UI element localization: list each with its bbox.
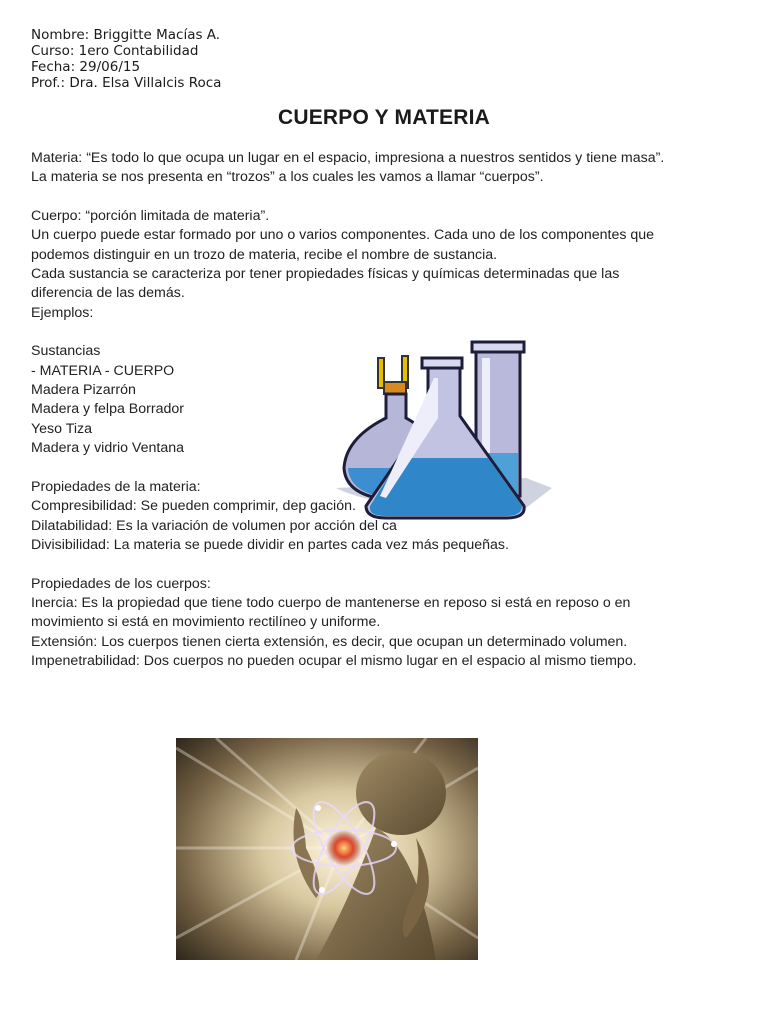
course: Curso: 1ero Contabilidad xyxy=(31,43,199,59)
student-info xyxy=(31,27,221,91)
text-line: Sustancias xyxy=(31,343,101,360)
text-line: Un cuerpo puede estar formado por uno o varios componentes. Cada uno de los componentes que xyxy=(31,227,655,244)
text-line: Divisibilidad: La materia se puede dividir en partes cada vez más pequeñas. xyxy=(31,536,509,553)
blank-line xyxy=(31,555,731,574)
text-line: La materia se nos presenta en “trozos” a los cuales les vamos a llamar “cuerpos”. xyxy=(31,169,544,186)
text-line: Madera y vidrio Ventana xyxy=(31,440,184,457)
atom-photo xyxy=(176,738,478,960)
text-line: Inercia: Es la propiedad que tiene todo cuerpo de mantenerse en reposo si está en reposo o en xyxy=(31,594,631,611)
text-line: Materia: “Es todo lo que ocupa un lugar en el espacio, impresiona a nuestros sentidos y tiene masa”. xyxy=(31,150,665,166)
laboratory-flasks-illustration xyxy=(326,338,558,528)
text-line: Compresibilidad: Se pueden comprimir, dep gación. xyxy=(31,498,356,515)
text-line: Cuerpo: “porción limitada de materia”. xyxy=(31,208,270,225)
student-name: Nombre: Briggitte Macías A. xyxy=(31,27,221,43)
professor: Prof.: Dra. Elsa Villalcis Roca xyxy=(31,75,222,91)
text-line: movimiento si está en movimiento rectilíneo y uniforme. xyxy=(31,614,381,631)
text-line: Madera y felpa Borrador xyxy=(31,401,184,418)
text-line: Ejemplos: xyxy=(31,304,94,321)
text-line: Extensión: Los cuerpos tienen cierta extensión, es decir, que ocupan un determinado volumen. xyxy=(31,633,628,650)
text-line: - MATERIA - CUERPO xyxy=(31,362,175,379)
date: Fecha: 29/06/15 xyxy=(31,59,141,75)
text-line: diferencia de las demás. xyxy=(31,285,185,302)
text-line: Madera Pizarrón xyxy=(31,382,136,399)
text-line: Propiedades de la materia: xyxy=(31,478,201,495)
text-line: Impenetrabilidad: Dos cuerpos no pueden ocupar el mismo lugar en el espacio al mismo tiempo. xyxy=(31,652,637,669)
text-line: Yeso Tiza xyxy=(31,420,92,437)
text-line: Cada sustancia se caracteriza por tener propiedades físicas y químicas determinadas que las xyxy=(31,266,620,283)
page-title: CUERPO Y MATERIA xyxy=(277,106,491,129)
text-line: Propiedades de los cuerpos: xyxy=(31,575,211,592)
text-line: podemos distinguir en un trozo de materia, recibe el nombre de sustancia. xyxy=(31,246,498,263)
text-line: Dilatabilidad: Es la variación de volumen por acción del ca xyxy=(31,517,397,534)
blank-line xyxy=(31,188,731,207)
